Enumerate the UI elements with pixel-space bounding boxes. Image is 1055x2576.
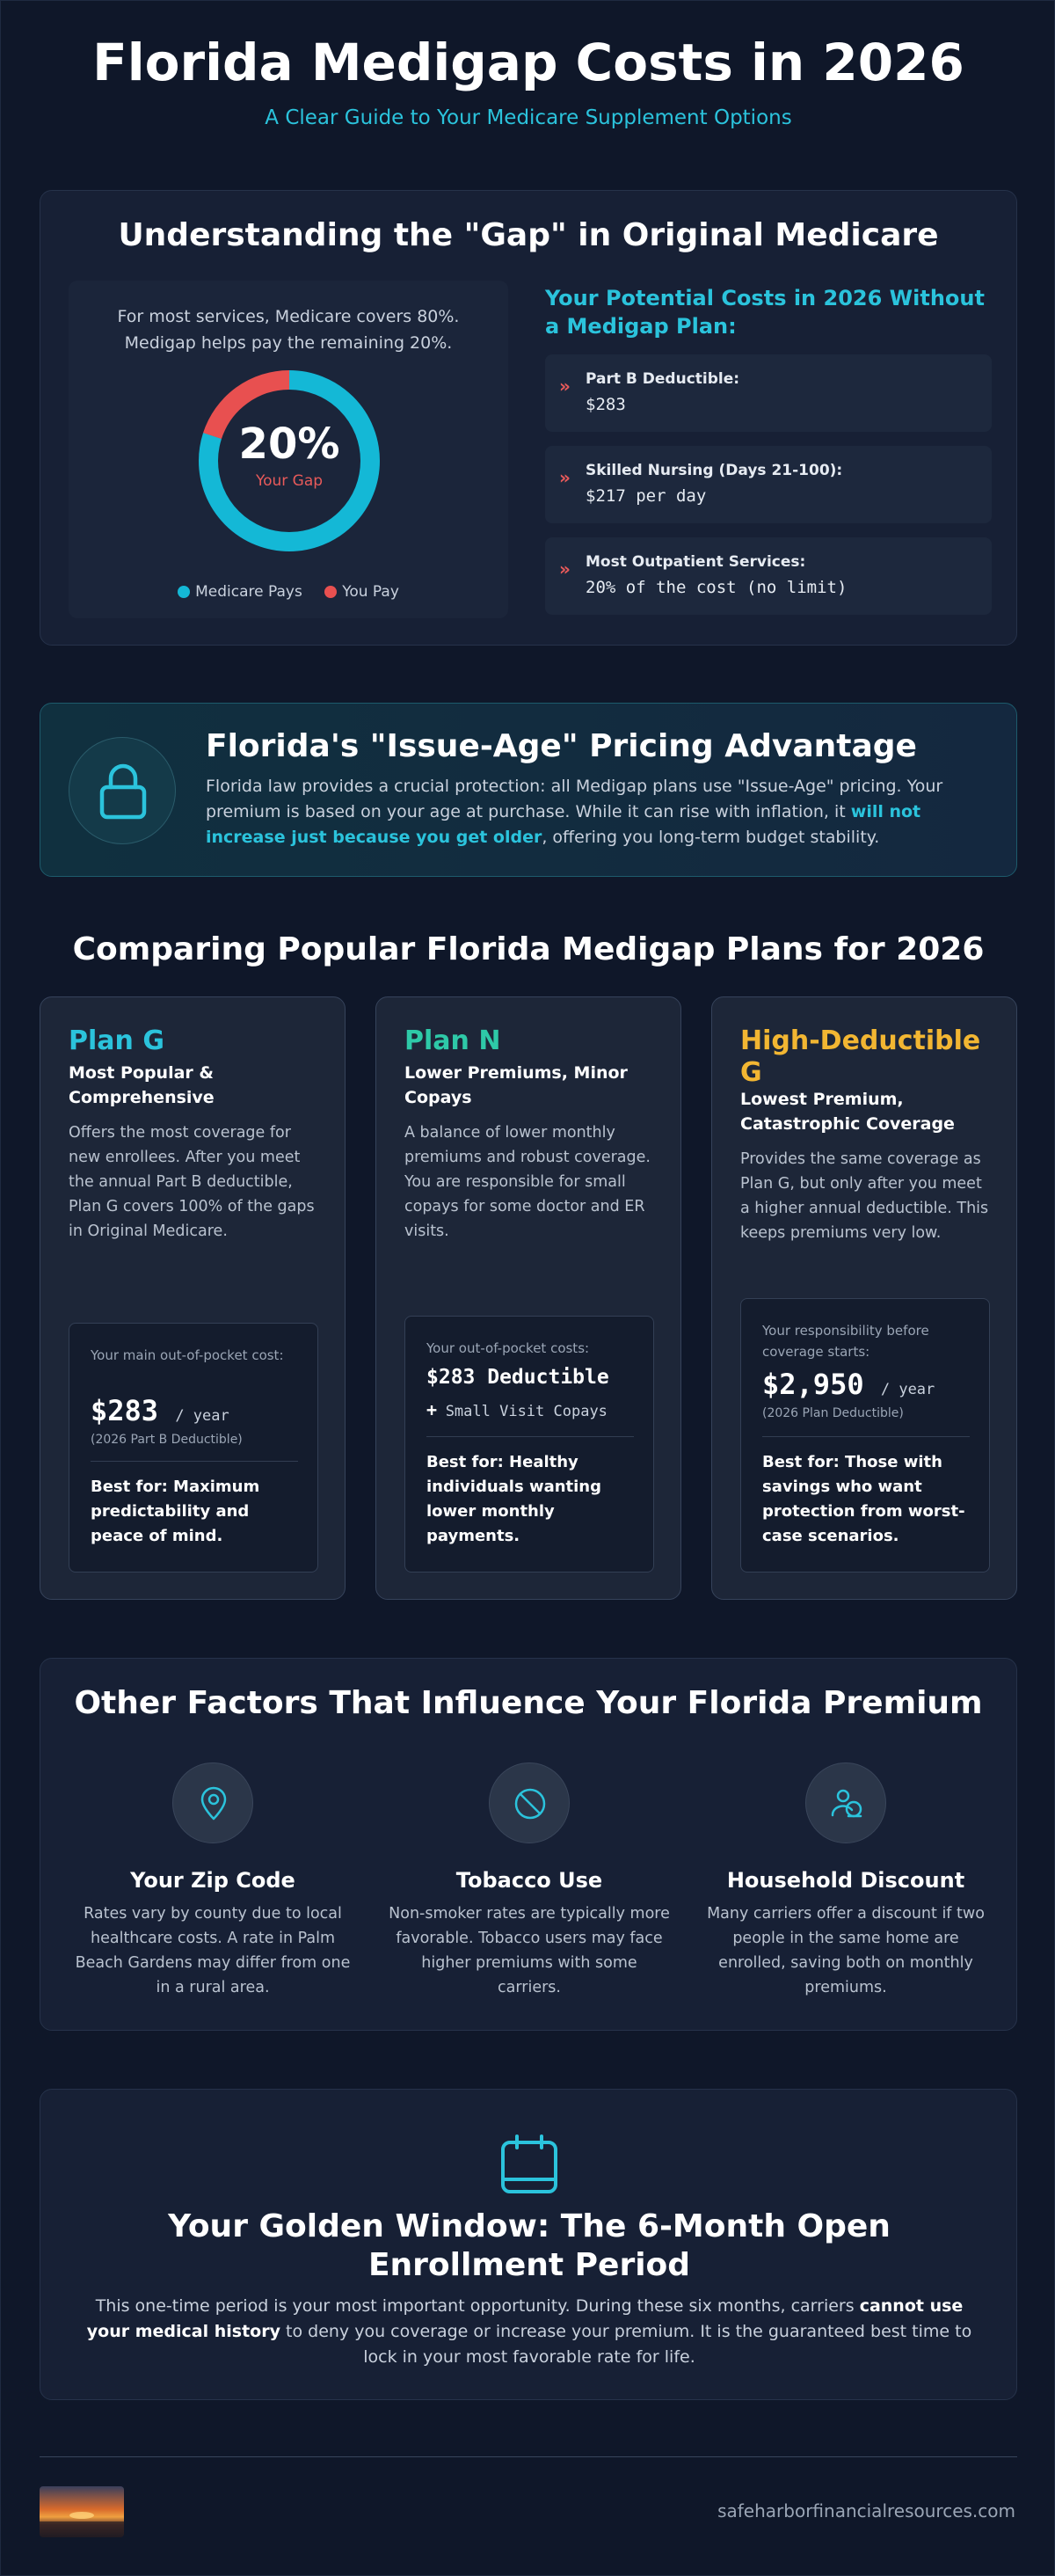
factor-text: Many carriers offer a discount if two people in the same home are enrolled, saving both on monthly premiums. xyxy=(707,1905,985,1996)
issue-age-title: Florida's "Issue-Age" Pricing Advantage xyxy=(206,728,917,764)
lock-icon xyxy=(97,763,149,821)
factors-title: Other Factors That Influence Your Florida Premium xyxy=(74,1685,983,1721)
plan-amount-value: $283 xyxy=(91,1394,159,1427)
double-chevron-icon: » xyxy=(559,558,571,580)
issue-age-text xyxy=(206,774,988,850)
plan-cost-box xyxy=(404,1316,654,1573)
plan-amount-value: $2,950 xyxy=(762,1368,864,1401)
plan-cost-note: (2026 Plan Deductible) xyxy=(762,1406,904,1420)
plan-cost-extra-text: Small Visit Copays xyxy=(445,1403,608,1420)
plan-best-for: Best for: Maximum predictability and peace of mind. xyxy=(91,1478,260,1545)
gap-section-title: Understanding the "Gap" in Original Medicare xyxy=(118,217,939,253)
plan-tagline: Lower Premiums, Minor Copays xyxy=(404,1063,628,1107)
plan-cost-note: (2026 Part B Deductible) xyxy=(91,1433,243,1447)
cost-row-part-b xyxy=(545,354,992,432)
donut-intro-line2: Medigap helps pay the remaining 20%. xyxy=(124,333,453,353)
golden-window-title: Your Golden Window: The 6-Month Open Enrollment Period xyxy=(168,2208,891,2283)
legend-label-you-pay: You Pay xyxy=(342,583,399,601)
donut-panel xyxy=(69,281,508,618)
no-smoking-icon xyxy=(513,1786,548,1821)
golden-window-section xyxy=(40,2089,1017,2400)
lock-icon-circle xyxy=(69,737,176,844)
double-chevron-icon: » xyxy=(559,467,571,488)
plan-amount-unit: / year xyxy=(175,1407,229,1425)
plan-tagline: Lowest Premium, Catastrophic Coverage xyxy=(740,1090,955,1134)
cost-value: 20% of the cost (no limit) xyxy=(586,578,848,597)
plan-best-for: Best for: Those with savings who want protection from worst-case scenarios. xyxy=(762,1453,965,1545)
donut-legend xyxy=(69,583,508,601)
plan-name: Plan N xyxy=(404,1025,501,1056)
gap-section xyxy=(40,190,1017,646)
gap-donut-chart xyxy=(197,369,382,553)
factor-name: Household Discount xyxy=(726,1868,965,1893)
golden-text-bold: cannot use your medical history xyxy=(86,2296,964,2341)
users-icon xyxy=(829,1786,864,1821)
sunset-image xyxy=(40,2486,124,2537)
plan-description: Offers the most coverage for new enrollees. After you meet the annual Part B deductible, Plan G covers 100% of the gaps in Original Medicare. xyxy=(69,1124,315,1240)
map-pin-icon xyxy=(196,1786,231,1821)
issue-age-text-part: , offering you long-term budget stability. xyxy=(542,828,880,847)
plan-card-hdg xyxy=(711,996,1017,1600)
plan-card-n xyxy=(375,996,681,1600)
factors-section xyxy=(40,1658,1017,2031)
plan-cost-amount xyxy=(91,1394,229,1427)
legend-item-medicare xyxy=(178,583,302,601)
factor-name: Tobacco Use xyxy=(455,1868,603,1893)
cost-row-outpatient xyxy=(545,537,992,615)
footer-divider xyxy=(40,2456,1017,2457)
issue-age-text-part: Florida law provides a crucial protection: all Medigap plans use "Issue-Age" pricing. Your premium is based on your age at purchase. While it can rise with inflation, it xyxy=(206,777,943,821)
golden-window-text xyxy=(84,2294,974,2370)
donut-percent: 20% xyxy=(238,420,340,469)
calendar-icon xyxy=(498,2134,561,2195)
factor-icon-circle xyxy=(489,1762,570,1843)
factor-text: Non-smoker rates are typically more favorable. Tobacco users may face higher premiums with some carriers. xyxy=(389,1905,670,1996)
plan-cost-box xyxy=(69,1323,318,1573)
page-subtitle: A Clear Guide to Your Medicare Supplement Options xyxy=(265,106,792,129)
plan-cost-label: Your out-of-pocket costs: xyxy=(426,1340,590,1356)
cost-label: Skilled Nursing (Days 21-100): xyxy=(586,462,843,479)
plan-card-g xyxy=(40,996,346,1600)
legend-label-medicare: Medicare Pays xyxy=(195,583,302,601)
donut-intro-line1: For most services, Medicare covers 80%. xyxy=(117,307,460,326)
plan-cost-label: Your main out-of-pocket cost: xyxy=(91,1347,284,1363)
factor-icon-circle xyxy=(805,1762,886,1843)
issue-age-highlight: will not increase just because you get older xyxy=(206,802,921,847)
cost-label: Part B Deductible: xyxy=(586,370,740,388)
plan-amount-unit: / year xyxy=(880,1381,935,1398)
cost-value: $217 per day xyxy=(586,486,707,506)
cost-label: Most Outpatient Services: xyxy=(586,553,806,571)
plan-cost-box xyxy=(740,1298,990,1573)
double-chevron-icon: » xyxy=(559,376,571,397)
sunset-logo-image xyxy=(40,2486,124,2537)
plan-description: Provides the same coverage as Plan G, but only after you meet a higher annual deductible. This keeps premiums very low. xyxy=(740,1150,989,1242)
plan-description: A balance of lower monthly premiums and robust coverage. You are responsible for small copays for some doctor and ER visits. xyxy=(404,1124,651,1240)
legend-dot-you-pay xyxy=(324,586,337,598)
golden-text-part: This one-time period is your most important opportunity. During these six months, carriers xyxy=(95,2296,860,2316)
compare-title: Comparing Popular Florida Medigap Plans for 2026 xyxy=(72,931,985,967)
plan-name: High-Deductible G xyxy=(740,1025,981,1088)
factor-icon-circle xyxy=(172,1762,253,1843)
plan-box-divider xyxy=(762,1436,970,1437)
plan-tagline: Most Popular & Comprehensive xyxy=(69,1063,215,1107)
legend-dot-medicare xyxy=(178,586,190,598)
factor-name: Your Zip Code xyxy=(130,1868,295,1893)
legend-item-you-pay xyxy=(324,583,399,601)
plan-cost-label: Your responsibility before coverage starts: xyxy=(762,1323,929,1360)
cost-value: $283 xyxy=(586,395,626,414)
cost-row-skilled-nursing xyxy=(545,446,992,523)
issue-age-section xyxy=(40,703,1017,877)
donut-center-label: Your Gap xyxy=(255,472,324,490)
costs-title: Your Potential Costs in 2026 Without a Medigap Plan: xyxy=(545,286,985,339)
plan-cost-amount: $283 Deductible xyxy=(426,1366,609,1389)
plus-sign: + xyxy=(426,1399,438,1420)
plan-box-divider xyxy=(91,1461,298,1462)
plan-box-divider xyxy=(426,1436,634,1437)
donut-intro xyxy=(69,303,508,356)
golden-text-part: to deny you coverage or increase your premium. It is the guaranteed best time to lock in your most favorable rate for life. xyxy=(280,2322,972,2367)
page-title: Florida Medigap Costs in 2026 xyxy=(92,33,964,92)
plan-best-for: Best for: Healthy individuals wanting lower monthly payments. xyxy=(426,1453,602,1545)
plan-cost-amount xyxy=(762,1368,935,1401)
plan-cost-extra xyxy=(426,1399,608,1420)
factor-text: Rates vary by county due to local healthcare costs. A rate in Palm Beach Gardens may differ from one in a rural area. xyxy=(75,1905,351,1996)
footer-website-link[interactable]: safeharborfinancialresources.com xyxy=(717,2500,1015,2521)
plan-name: Plan G xyxy=(69,1025,164,1056)
